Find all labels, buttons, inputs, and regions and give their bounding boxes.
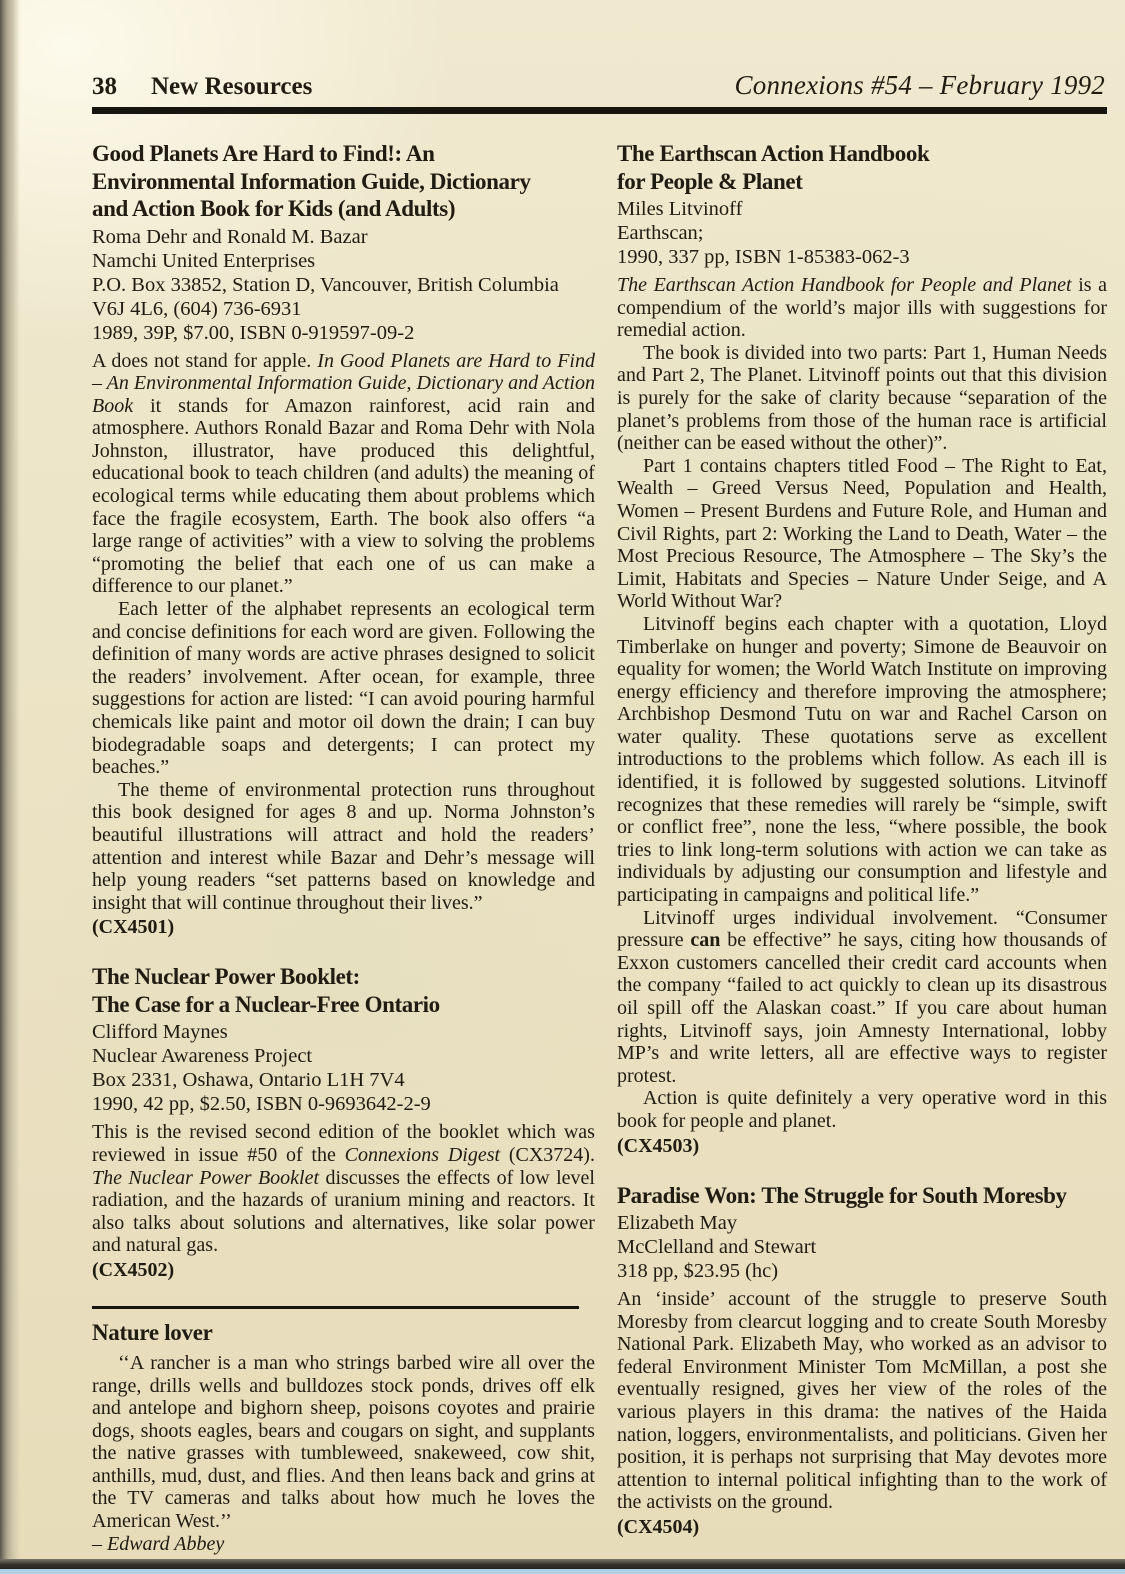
review-body — [92, 350, 595, 915]
review-author: Clifford Maynes — [92, 1021, 228, 1044]
page-left-edge — [0, 0, 20, 1562]
review-publication-info — [617, 197, 1107, 269]
review-author: Elizabeth May — [616, 1212, 738, 1235]
review-publisher: Earthscan; — [616, 222, 704, 244]
review-paragraph: An ‘inside’ account of the struggle to preserve South Moresby from clearcut logging and to create South Moresby National Park. Elizabeth May, who worked as an advisor to federal Environment Minister Tom McMillan, a post she eventually resigned, gives her view of the roles of the various players in this drama: the natives of the Haida nation, loggers, environmentalists, and politicians. Given her position, it is perhaps not surprising that May devotes more attention to internal political infighting than to the work of the activists on the ground. — [616, 1288, 1107, 1514]
review-publication-info — [92, 1020, 595, 1116]
review-code: (CX4501) — [92, 916, 175, 939]
review-body — [617, 274, 1107, 1133]
review-paragraph: This is the revised second edition of the booklet which was reviewed in issue #50 of the Connexions Digest (CX3724). The Nuclear Power Booklet discusses the effects of low level radiation, and the hazards of uranium mining and reactors. It also talks about solutions and alternatives, like solar power and natural gas. — [92, 1121, 595, 1257]
review-code: (CX4502) — [92, 1258, 175, 1281]
review-pub-details: 1990, 42 pp, $2.50, ISBN 0-9693642-2-9 — [92, 1093, 431, 1116]
review-title: Paradise Won: The Struggle for South Moresby — [616, 1182, 1067, 1208]
review-paragraph: The theme of environmental protection runs throughout this book designed for ages 8 and up. Norma Johnston’s beautiful illustrations will attract and hold the readers’ attention and interest while Bazar and Dehr’s message will help young readers “set patterns based on knowledge and insight that will continue throughout their lives.” — [92, 778, 595, 914]
page-content — [92, 70, 1107, 1563]
review-nuclear-power — [92, 963, 595, 1282]
review-title: The Nuclear Power Booklet: The Case for a Nuclear-Free Ontario — [92, 964, 440, 1017]
review-code: (CX4503) — [616, 1134, 700, 1157]
issue-title: Connexions #54 – February 1992 — [734, 70, 1105, 100]
sidebar-divider-rule — [92, 1306, 579, 1309]
review-publisher: McClelland and Stewart — [616, 1236, 817, 1259]
review-paragraph: Litvinoff urges individual involvement. “Consumer pressure can be effective” he says, citing how thousands of Exxon customers cancelled their credit card accounts when the company “failed to act quickly to clean up its disastrous oil spill off the Alaskan coast.” If you care about human rights, Litvinoff says, join Amnesty International, lobby MP’s and write letters, all are effective ways to register protest. — [616, 906, 1108, 1087]
review-publication-info — [92, 225, 595, 345]
scanner-background-strip — [0, 1569, 1125, 1574]
review-author: Miles Litvinoff — [616, 198, 743, 220]
page-number: 38 — [92, 73, 117, 100]
page-bottom-edge — [0, 1559, 1125, 1569]
sidebar-body — [92, 1352, 595, 1555]
page-header — [92, 70, 1107, 107]
nature-lover-sidebar — [92, 1319, 595, 1555]
review-paragraph: Litvinoff begins each chapter with a quotation, Lloyd Timberlake on hunger and poverty; Simone de Beauvoir on equality for women; the World Watch Institute on improving energy efficiency and therefore improving the atmosphere; Archbishop Desmond Tutu on war and Rachel Carson on water quality. These quotations serve as excellent introductions to the problems which follow. As each ill is identified, it is followed by suggested solutions. Litvinoff recognizes that these remedies will rarely be “simple, swift or conflict free”, none the less, “where possible, the book tries to link long-term solutions with action we can take as individuals by adjusting our consumption and lifestyle and participating in campaigns and political life.” — [616, 612, 1107, 907]
review-pub-details: 1990, 337 pp, ISBN 1-85383-062-3 — [616, 246, 910, 268]
review-pub-details: 1989, 39P, $7.00, ISBN 0-919597-09-2 — [92, 321, 415, 344]
section-title: New Resources — [151, 73, 313, 100]
review-paragraph: A does not stand for apple. In Good Planets are Hard to Find – An Environmental Information Guide, Dictionary and Action Book it stands for Amazon rainforest, acid rain and atmosphere. Authors Ronald Bazar and Roma Dehr with Nola Johnston, illustrator, have produced this delightful, educational book to teach children (and adults) the meaning of ecological terms while educating them about problems which face the fragile ecosystem, Earth. The book also offers “a large range of activities” with a view to solving the problems “promoting the belief that each one of us can make a difference to our planet.” — [92, 349, 595, 598]
quote-attribution: – Edward Abbey — [92, 1532, 225, 1555]
review-publication-info — [617, 1211, 1107, 1283]
review-publisher: Namchi United Enterprises — [92, 249, 316, 272]
review-paragraph: Part 1 contains chapters titled Food – The Right to Eat, Wealth – Greed Versus Need, Population and Health, Women – Present Burdens and Future Role, and Human and Civil Rights, part 2: Working the Land to Death, Water – the Most Precious Resource, The Atmosphere – The Sky’s the Limit, Habitats and Species – Nature Under Seige, and A World Without War? — [616, 454, 1107, 613]
review-publisher: Nuclear Awareness Project — [92, 1045, 313, 1068]
review-paragraph: Action is quite definitely a very operative word in this book for people and planet. — [616, 1087, 1107, 1132]
column-left — [92, 140, 595, 1563]
review-address-2: V6J 4L6, (604) 736-6931 — [92, 297, 302, 320]
review-paradise-won — [617, 1182, 1107, 1539]
review-address: P.O. Box 33852, Station D, Vancouver, British Columbia — [92, 273, 559, 296]
review-address: Box 2331, Oshawa, Ontario L1H 7V4 — [92, 1069, 405, 1092]
review-pub-details: 318 pp, $23.95 (hc) — [616, 1260, 779, 1283]
review-paragraph: The Earthscan Action Handbook for People and Planet is a compendium of the world’s major ills with suggestions for remedial action. — [616, 274, 1107, 342]
header-rule — [92, 107, 1107, 114]
two-column-layout — [92, 140, 1107, 1563]
review-authors: Roma Dehr and Ronald M. Bazar — [92, 225, 368, 248]
review-code: (CX4504) — [616, 1516, 700, 1538]
sidebar-heading: Nature lover — [92, 1319, 213, 1345]
review-paragraph: The book is divided into two parts: Part 1, Human Needs and Part 2, The Planet. Litvinoff points out that this division is purely for the sake of clarity because “separation of the planet’s problems from those of the human race is artificial (neither can be eased without the other)”. — [616, 341, 1107, 455]
review-body — [617, 1288, 1107, 1514]
quote-text: ‘‘A rancher is a man who strings barbed wire all over the range, drills wells and bulldozes stock ponds, drives off elk and antelope and bighorn sheep, poisons coyotes and prairie dogs, shoots eagles, bears and cougars on sight, and supplants the native grasses with tumbleweed, snakeweed, cow shit, anthills, mud, dust, and flies. And then leans back and grins at the TV cameras and talks about how much he loves the American West.’’ — [92, 1351, 595, 1533]
review-body — [92, 1121, 595, 1257]
review-title: Good Planets Are Hard to Find!: An Environmental Information Guide, Dictionary and Action Book for Kids (and Adults) — [92, 141, 531, 221]
review-paragraph: Each letter of the alphabet represents an ecological term and concise definitions for each word are given. Following the definition of many words are active phrases designed to solicit the readers’ involvement. After ocean, for example, three suggestions for action are listed: “I can avoid pouring harmful chemicals like paint and motor oil down the drain; I can buy biodegradable soaps and detergents; I can protect my beaches.” — [92, 598, 595, 779]
review-earthscan — [617, 140, 1107, 1158]
column-right — [617, 140, 1107, 1563]
review-title: The Earthscan Action Handbook for People & Planet — [616, 141, 930, 194]
review-good-planets — [92, 140, 595, 939]
header-left — [92, 73, 312, 101]
